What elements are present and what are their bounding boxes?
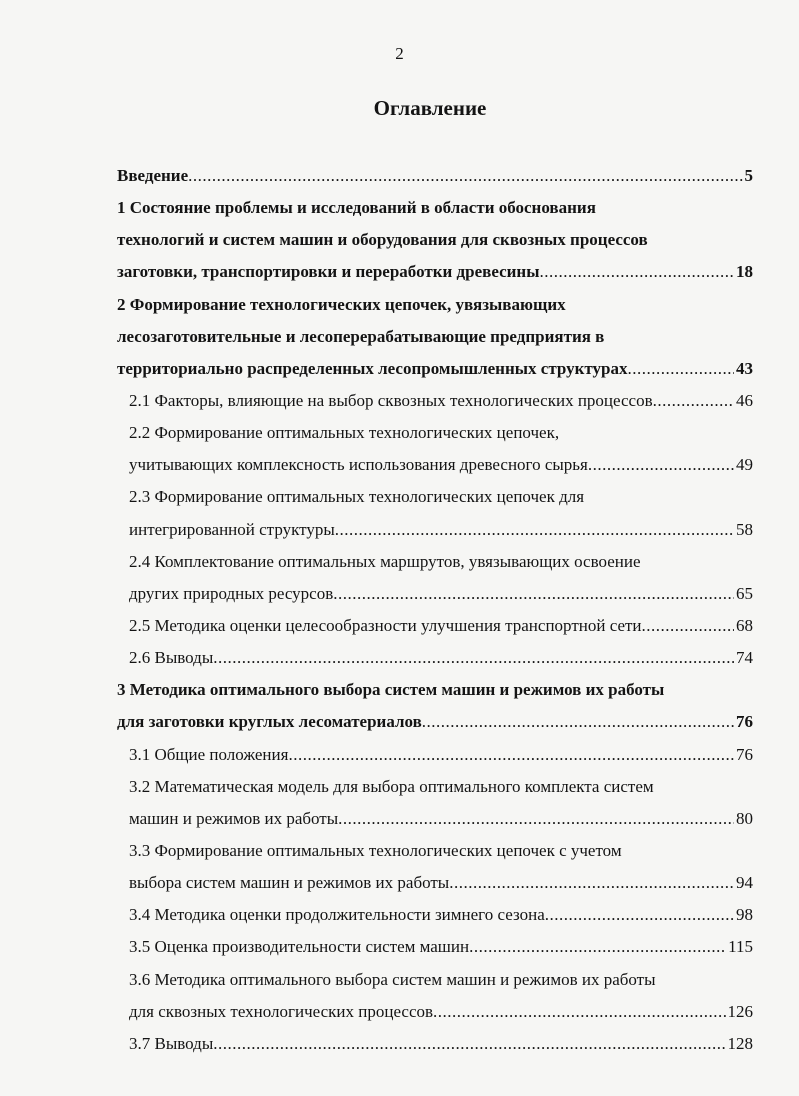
toc-page-number: 126 (727, 1001, 753, 1021)
dot-leader (588, 449, 734, 481)
toc-entry-line (117, 706, 753, 738)
toc-page-number: 74 (736, 648, 753, 668)
toc-entry-text: 3.7 Выводы (129, 1033, 214, 1053)
toc-entry-line (117, 835, 753, 867)
toc-entry-line (117, 867, 753, 899)
toc-entry[interactable] (117, 642, 753, 674)
toc-entry[interactable] (117, 481, 753, 545)
toc-entry-line (117, 256, 753, 288)
dot-leader (545, 899, 734, 931)
toc-title: Оглавление (373, 96, 487, 120)
dot-leader (213, 1028, 725, 1060)
toc-entry-line (117, 964, 753, 996)
dot-leader (469, 931, 726, 963)
dot-leader (213, 642, 734, 674)
toc-entry-line (117, 289, 753, 321)
toc-entry-text: территориально распределенных лесопромышленных структурах (117, 358, 628, 378)
toc-page-number: 128 (727, 1033, 753, 1053)
toc-entry-text: 2.3 Формирование оптимальных технологических цепочек для (129, 487, 585, 507)
toc-entry-text: технологий и систем машин и оборудования для сквозных процессов (117, 230, 648, 250)
toc-entry[interactable] (117, 289, 753, 385)
toc-entry-line (117, 417, 753, 449)
toc-entry-text: 1 Состояние проблемы и исследований в области обоснования (117, 198, 596, 218)
toc-page-number: 76 (736, 744, 753, 764)
toc-entry-text: 3.4 Методика оценки продолжительности зимнего сезона (129, 905, 545, 925)
toc-entry-line (117, 739, 753, 771)
toc-page-number: 76 (736, 712, 753, 732)
dot-leader (433, 996, 725, 1028)
toc-entry-line (117, 899, 753, 931)
toc-entry-line (117, 771, 753, 803)
dot-leader (422, 706, 734, 738)
toc-entry-line (117, 192, 753, 224)
toc-page-number: 43 (736, 358, 753, 378)
toc-entry-text: выбора систем машин и режимов их работы (129, 873, 450, 893)
toc-entry-text: 3 Методика оптимального выбора систем машин и режимов их работы (117, 680, 665, 700)
toc-page-number: 80 (736, 808, 753, 828)
toc-entry-text: учитывающих комплексность использования древесного сырья (129, 455, 588, 475)
toc-entry-line (117, 160, 753, 192)
toc-page-number: 49 (736, 455, 753, 475)
toc-entry-line (117, 578, 753, 610)
toc-page-number: 58 (736, 519, 753, 539)
toc-entry-text: Введение (117, 166, 189, 185)
toc-entry-line (117, 642, 753, 674)
toc-entry-line (117, 385, 753, 417)
toc-entry-text: 2 Формирование технологических цепочек, увязывающих (117, 294, 566, 314)
toc-entry-text: заготовки, транспортировки и переработки древесины (117, 262, 540, 282)
toc-entry-text: 2.2 Формирование оптимальных технологических цепочек, (129, 423, 560, 443)
toc-page-number: 65 (736, 583, 753, 603)
toc-entry-line (117, 224, 753, 256)
toc-entry[interactable] (117, 964, 753, 1028)
toc-entry-text: 3.3 Формирование оптимальных технологических цепочек с учетом (129, 840, 622, 860)
toc-entry-text: 2.6 Выводы (129, 648, 214, 668)
toc-entry-line (117, 996, 753, 1028)
toc-entry-line (117, 803, 753, 835)
toc-entry[interactable] (117, 739, 753, 771)
toc-entry[interactable] (117, 192, 753, 288)
toc-page-number: 18 (736, 262, 753, 282)
toc-page-number: 5 (744, 166, 753, 185)
toc-page-number: 46 (736, 390, 753, 410)
toc-entry[interactable] (117, 674, 753, 738)
toc-entry-line (117, 1028, 753, 1060)
toc-page-number: 94 (736, 873, 753, 893)
toc-entry[interactable] (117, 385, 753, 417)
toc-entry-line (117, 546, 753, 578)
toc-entry[interactable] (117, 610, 753, 642)
toc-entry-text: 3.6 Методика оптимального выбора систем машин и режимов их работы (129, 969, 656, 989)
toc-page-number: 98 (736, 905, 753, 925)
toc-entry-text: для заготовки круглых лесоматериалов (117, 712, 422, 732)
toc-entry[interactable] (117, 899, 753, 931)
toc-entry[interactable] (117, 417, 753, 481)
toc-entry-text: 2.1 Факторы, влияющие на выбор сквозных технологических процессов (129, 390, 653, 410)
dot-leader (642, 610, 734, 642)
toc-entry-text: 3.2 Математическая модель для выбора оптимального комплекта систем (129, 776, 654, 796)
dot-leader (338, 803, 734, 835)
toc-entry-text: 2.4 Комплектование оптимальных маршрутов, увязывающих освоение (129, 551, 641, 571)
toc-entry[interactable] (117, 160, 753, 192)
dot-leader (288, 739, 734, 771)
toc-entry[interactable] (117, 835, 753, 899)
toc-entry-line (117, 449, 753, 481)
toc-entry[interactable] (117, 546, 753, 610)
toc-entry-text: 3.1 Общие положения (129, 744, 289, 764)
toc-entry[interactable] (117, 931, 753, 963)
toc-entry-text: машин и режимов их работы (129, 808, 339, 828)
page-number: 2 (395, 44, 404, 63)
toc-entry-line (117, 610, 753, 642)
toc-entry[interactable] (117, 1028, 753, 1060)
dot-leader (539, 256, 734, 288)
toc-entry-line (117, 353, 753, 385)
toc-page-number: 115 (728, 937, 753, 957)
toc-entry-line (117, 321, 753, 353)
toc-entry-line (117, 674, 753, 706)
toc-entry-line (117, 481, 753, 513)
toc-entry-line (117, 514, 753, 546)
dot-leader (335, 514, 734, 546)
toc-entry-text: 2.5 Методика оценки целесообразности улучшения транспортной сети (129, 615, 642, 635)
toc-entry-text: для сквозных технологических процессов (129, 1001, 434, 1021)
toc-entry[interactable] (117, 771, 753, 835)
dot-leader (449, 867, 734, 899)
dot-leader (333, 578, 734, 610)
dot-leader (653, 385, 734, 417)
toc-entry-text: лесозаготовительные и лесоперерабатывающие предприятия в (117, 326, 605, 346)
toc-entry-text: 3.5 Оценка производительности систем машин (129, 937, 470, 957)
table-of-contents (117, 160, 753, 1060)
dot-leader (188, 160, 742, 192)
dot-leader (627, 353, 734, 385)
toc-entry-text: интегрированной структуры (129, 519, 335, 539)
toc-entry-text: других природных ресурсов (129, 583, 334, 603)
toc-page-number: 68 (736, 615, 753, 635)
toc-entry-line (117, 931, 753, 963)
